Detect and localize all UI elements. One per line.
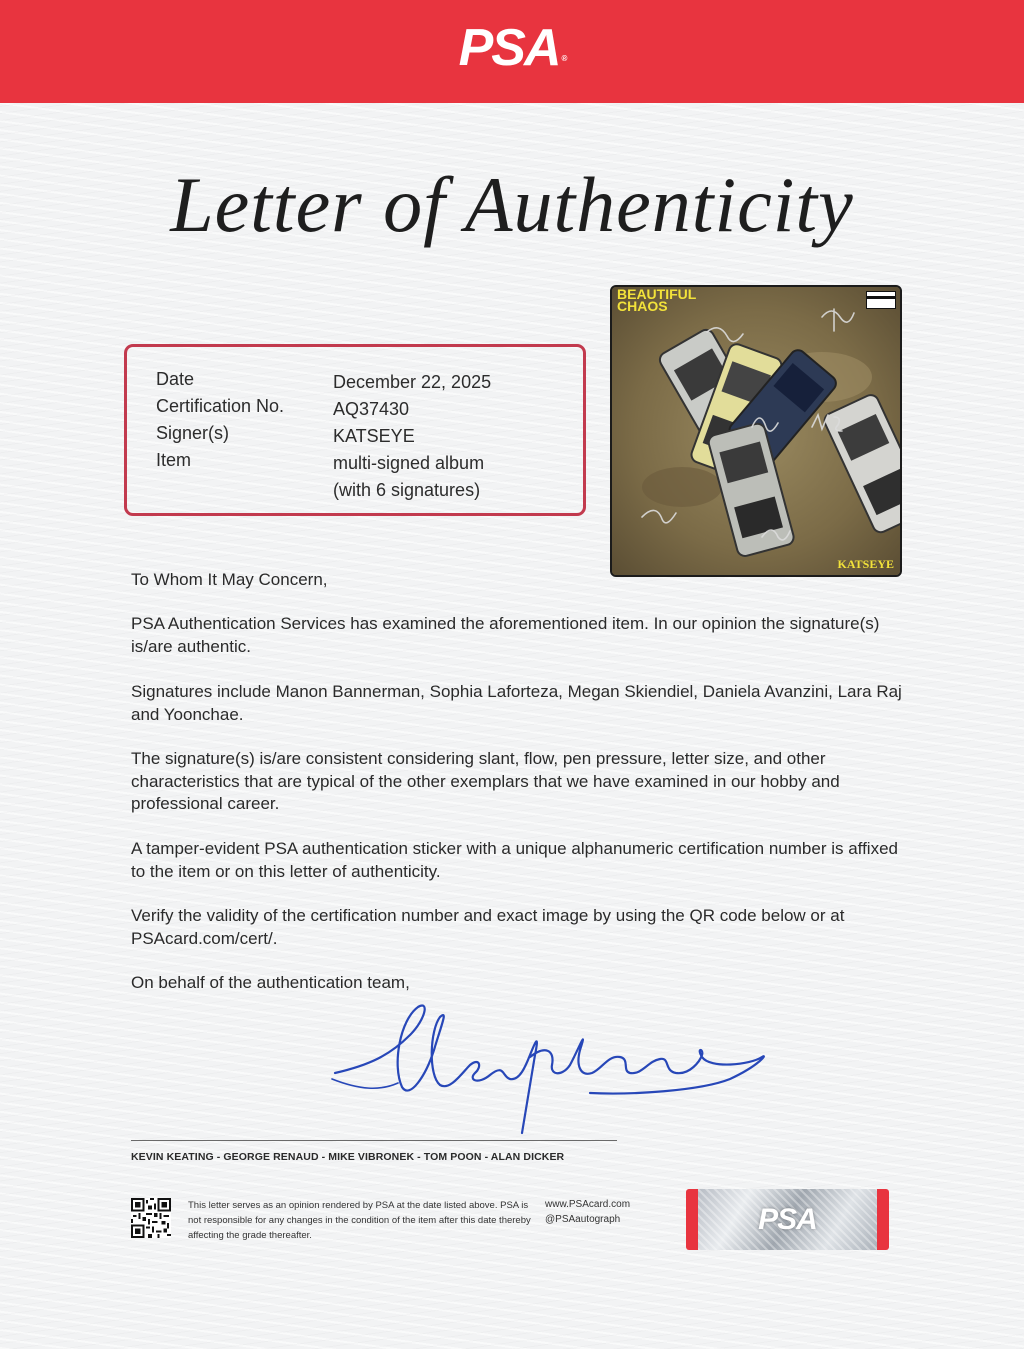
header-banner: [0, 0, 1024, 103]
certification-number-label: Certification No.: [156, 396, 285, 416]
registered-mark: ®: [561, 53, 568, 63]
closing-line: On behalf of the authentication team,: [131, 973, 410, 992]
album-title-line1: BEAUTIFUL: [617, 286, 697, 302]
page-title: Letter of Authenticity: [170, 161, 854, 248]
authentication-team-names: KEVIN KEATING - GEORGE RENAUD - MIKE VIBRONEK - TOM POON - ALAN DICKER: [131, 1151, 565, 1163]
handwritten-signature: [330, 995, 770, 1135]
paragraph-examined: PSA Authentication Services has examined the aforementioned item. In our opinion the signature(s) is/are authentic.: [131, 614, 880, 656]
qr-code-icon: [131, 1198, 171, 1238]
item-value-line2: (with 6 signatures): [333, 480, 481, 500]
signer-label: Signer(s): [156, 423, 230, 443]
certificate-details-box: [124, 344, 586, 516]
paragraph-consistency: The signature(s) is/are consistent considering slant, flow, pen pressure, letter size, and other characteristics that are typical of the other exemplars that we have examined in our hobby and professional career.: [131, 749, 840, 813]
psa-hologram-sticker: [686, 1189, 889, 1250]
item-value-line1: multi-signed album: [333, 453, 485, 473]
signer-value: KATSEYE: [333, 426, 415, 446]
salutation: To Whom It May Concern,: [131, 570, 328, 589]
website-text: www.PSAcard.com: [545, 1199, 631, 1210]
album-artist-name: KATSEYE: [837, 557, 894, 571]
hologram-foil: [698, 1189, 877, 1250]
social-handle-text: @PSAautograph: [545, 1214, 621, 1225]
album-title: [617, 288, 696, 312]
paragraph-sticker: A tamper-evident PSA authentication sticker with a unique alphanumeric certification number is affixed to the item or on this letter of authenticity.: [131, 839, 898, 881]
paragraph-verify: Verify the validity of the certification number and exact image by using the QR code below or at PSAcard.com/cert/.: [131, 906, 845, 948]
date-label: Date: [156, 369, 195, 389]
psa-logo-text: PSA: [458, 18, 560, 77]
album-title-line2: CHAOS: [617, 298, 668, 314]
paragraph-signers: Signatures include Manon Bannerman, Sophia Laforteza, Megan Skiendiel, Daniela Avanzini, Lara Raj and Yoonchae.: [131, 682, 902, 724]
explicit-advisory-badge: [866, 291, 896, 309]
psa-logo: [459, 18, 566, 78]
date-value: December 22, 2025: [333, 372, 492, 392]
item-label: Item: [156, 450, 192, 470]
hologram-psa-logo: PSA: [758, 1202, 817, 1236]
disclaimer-text: This letter serves as an opinion rendered by PSA at the date listed above. PSA is not responsible for any changes in the condition of the item after this date thereby affecting the grade thereafter.: [188, 1200, 531, 1241]
certification-number-value: AQ37430: [333, 399, 410, 419]
album-photo: [610, 285, 902, 577]
signature-line: [131, 1140, 617, 1141]
album-cover-artwork: [612, 287, 900, 575]
